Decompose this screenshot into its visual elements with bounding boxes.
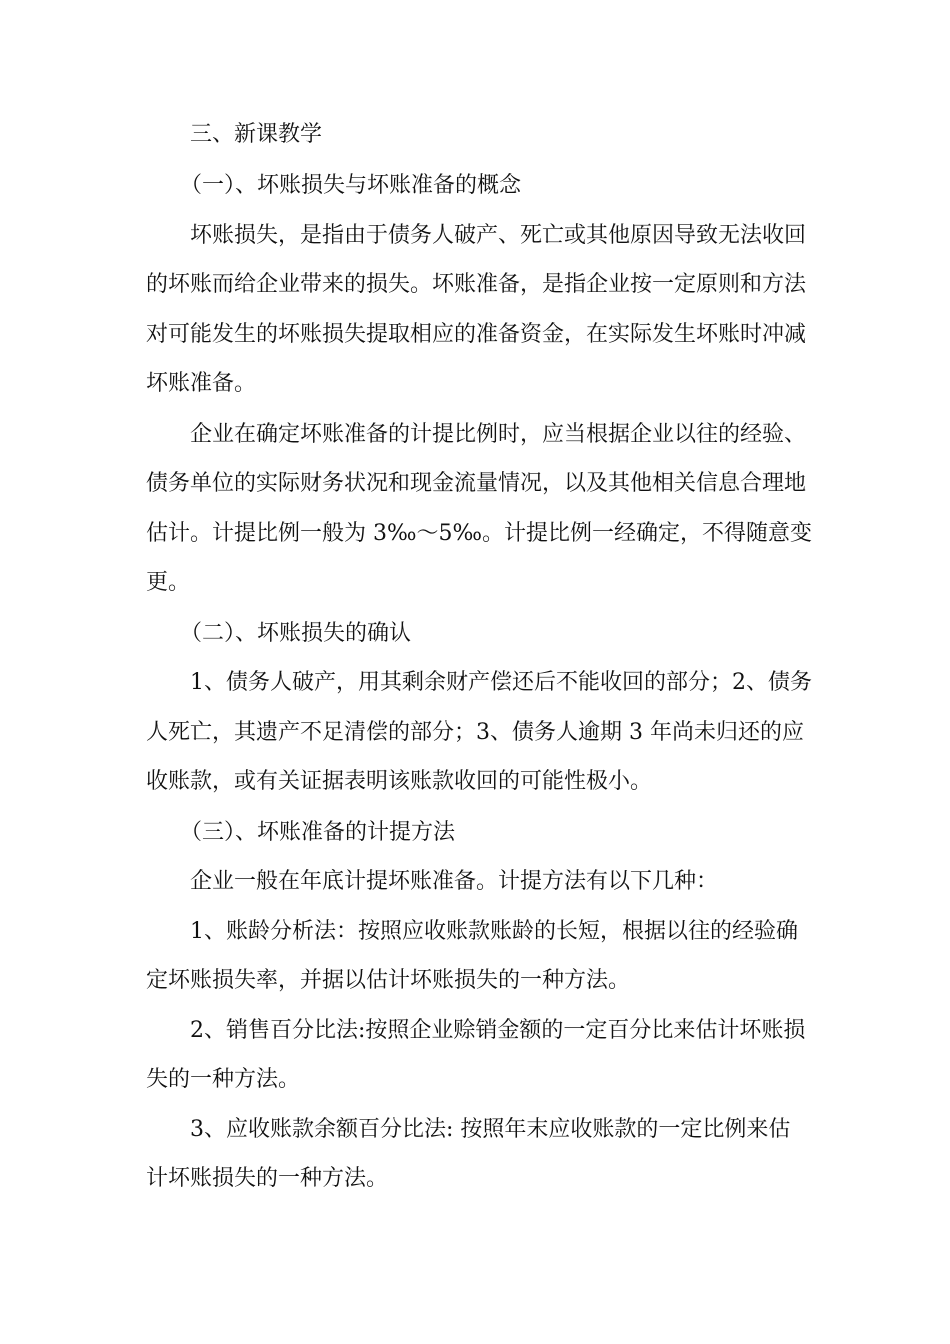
paragraph-line: 收账款，或有关证据表明该账款收回的可能性极小。: [146, 769, 653, 794]
paragraph-line: 坏账损失，是指由于债务人破产、死亡或其他原因导致无法收回: [190, 223, 807, 248]
paragraph-line: 对可能发生的坏账损失提取相应的准备资金，在实际发生坏账时冲减: [146, 322, 807, 347]
paragraph-line: 的坏账而给企业带来的损失。坏账准备，是指企业按一定原则和方法: [146, 272, 807, 297]
paragraph-line: 企业一般在年底计提坏账准备。计提方法有以下几种：: [190, 869, 719, 894]
paragraph-line: 计坏账损失的一种方法。: [146, 1166, 389, 1191]
paragraph-line: 债务单位的实际财务状况和现金流量情况，以及其他相关信息合理地: [146, 471, 807, 496]
subsection-title-1: （一）、坏账损失与坏账准备的概念: [180, 173, 522, 198]
paragraph-line: 定坏账损失率，并据以估计坏账损失的一种方法。: [146, 968, 631, 993]
paragraph-line: 1、账龄分析法：按照应收账款账龄的长短，根据以往的经验确: [190, 919, 798, 944]
paragraph-line: 1、债务人破产，用其剩余财产偿还后不能收回的部分；2、债务: [190, 670, 812, 695]
paragraph-line: 更。: [146, 570, 191, 595]
subsection-title-2: （二）、坏账损失的确认: [180, 621, 412, 646]
subsection-title-3: （三）、坏账准备的计提方法: [180, 820, 456, 845]
paragraph-line: 人死亡，其遗产不足清偿的部分；3、债务人逾期 3 年尚未归还的应: [146, 720, 804, 745]
paragraph-line: 企业在确定坏账准备的计提比例时，应当根据企业以往的经验、: [190, 422, 807, 447]
paragraph-line: 估计。计提比例一般为 3‰～5‰。计提比例一经确定，不得随意变: [146, 521, 813, 546]
paragraph-line: 2、销售百分比法:按照企业赊销金额的一定百分比来估计坏账损: [190, 1018, 806, 1043]
paragraph-line: 3、应收账款余额百分比法: 按照年末应收账款的一定比例来估: [190, 1117, 791, 1142]
paragraph-line: 失的一种方法。: [146, 1067, 301, 1092]
section-heading: 三、新课教学: [190, 122, 323, 147]
paragraph-line: 坏账准备。: [146, 371, 257, 396]
